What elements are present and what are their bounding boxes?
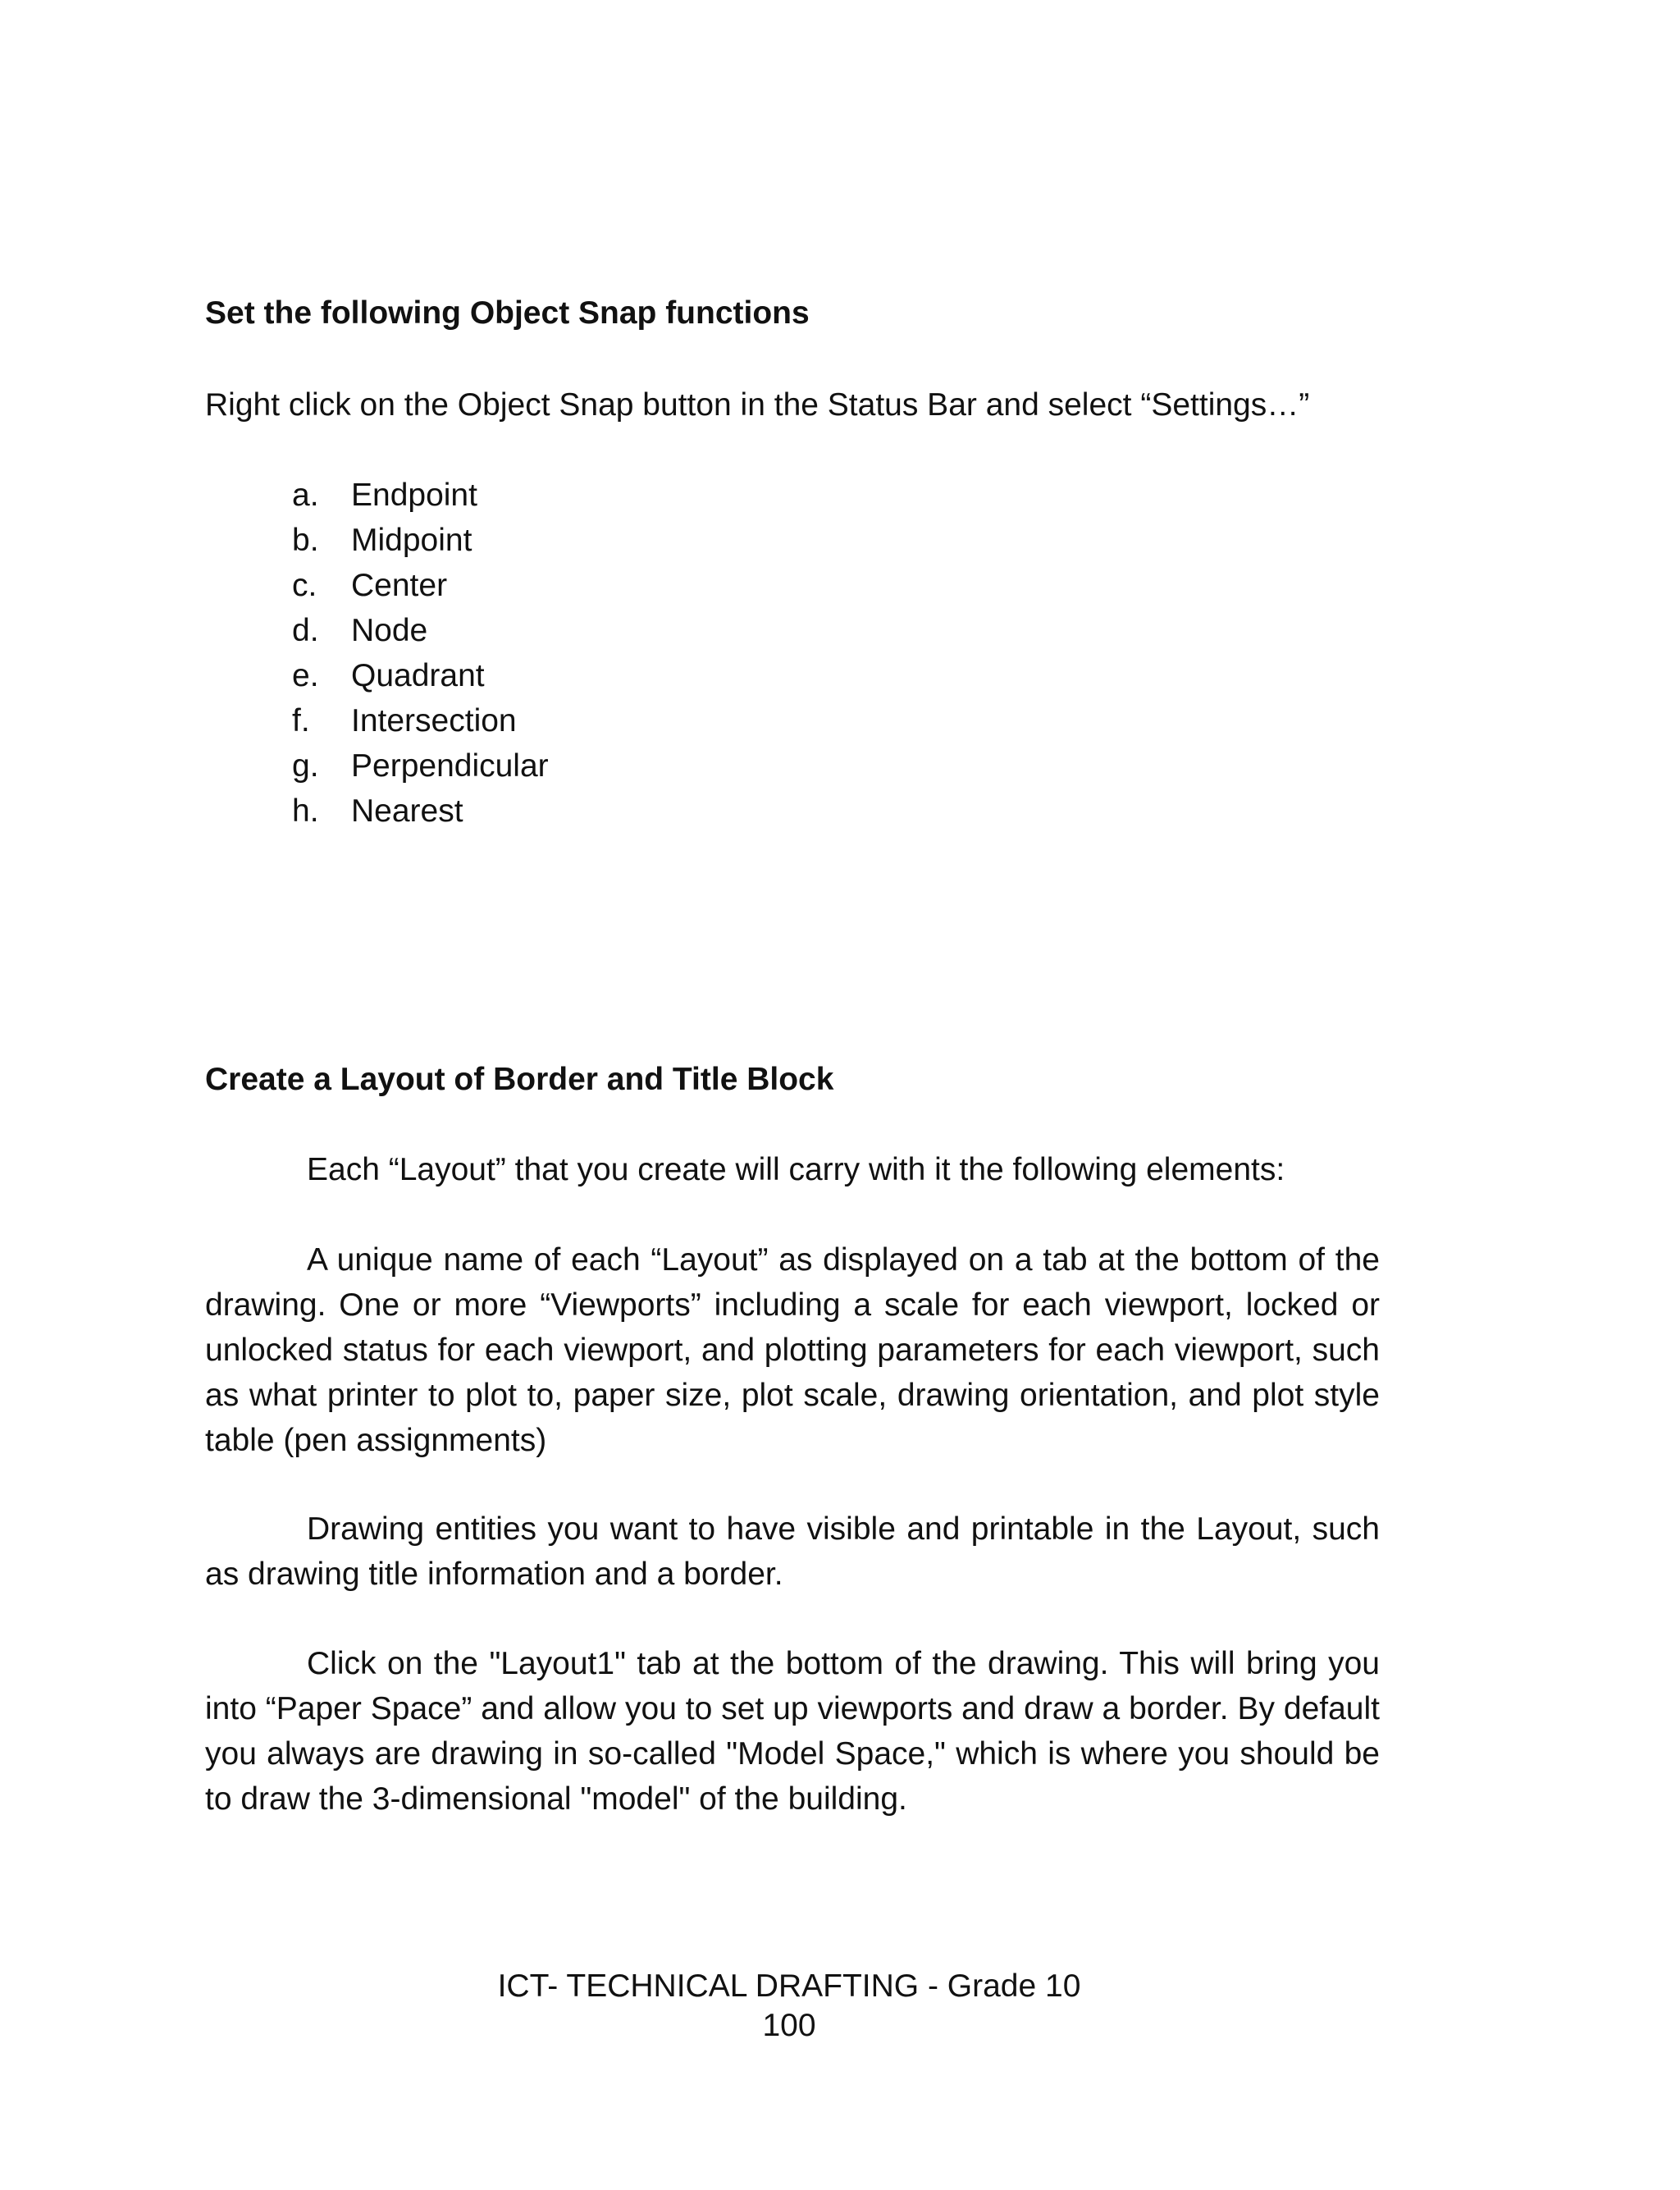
list-item-text: Center (351, 568, 448, 603)
list-item (292, 789, 549, 834)
list-item (292, 518, 549, 563)
list-item-text: Node (351, 613, 428, 648)
list-item (292, 743, 549, 789)
drawing-entities-paragraph: Drawing entities you want to have visible and printable in the Layout, such as drawing title information and a border. (205, 1511, 1380, 1592)
section-heading-object-snap: Set the following Object Snap functions (205, 295, 810, 331)
list-item (292, 473, 549, 518)
list-item-text: Quadrant (351, 658, 485, 693)
list-item-text: Midpoint (351, 523, 472, 558)
list-item (292, 608, 549, 653)
layout-name-viewports-paragraph: A unique name of each “Layout” as displayed on a tab at the bottom of the drawing. One or more “Viewports” including a scale for each viewport, locked or unlocked status for each viewport, and plotting parameters for each viewport, such as what printer to plot to, paper size, plot scale, drawing orientation, and plot style table (pen assignments) (205, 1242, 1380, 1458)
list-item (292, 698, 549, 743)
list-item-text: Intersection (351, 703, 517, 738)
list-item-letter: e. (292, 658, 319, 693)
footer-page-number: 100 (762, 2008, 816, 2043)
list-item-text: Endpoint (351, 478, 477, 513)
list-item-letter: c. (292, 568, 317, 603)
object-snap-list (292, 473, 549, 834)
list-item-letter: d. (292, 613, 319, 648)
list-item-letter: a. (292, 478, 319, 513)
list-item-letter: h. (292, 793, 319, 829)
list-item-letter: f. (292, 703, 310, 738)
object-snap-instruction: Right click on the Object Snap button in the Status Bar and select “Settings…” (205, 387, 1310, 423)
list-item-letter: g. (292, 748, 319, 784)
layout-elements-intro: Each “Layout” that you create will carry with it the following elements: (307, 1152, 1285, 1187)
footer-course-title: ICT- TECHNICAL DRAFTING - Grade 10 (497, 1968, 1081, 2004)
list-item-text: Perpendicular (351, 748, 549, 784)
section-heading-layout: Create a Layout of Border and Title Block (205, 1062, 834, 1097)
layout1-tab-paragraph: Click on the "Layout1" tab at the bottom of the drawing. This will bring you into “Paper Space” and allow you to set up viewports and draw a border. By default you always are drawing in so-called "Model Space," which is where you should be to draw the 3-dimensional "model" of the building. (205, 1646, 1380, 1817)
list-item (292, 653, 549, 698)
list-item-text: Nearest (351, 793, 463, 829)
list-item (292, 563, 549, 608)
list-item-letter: b. (292, 523, 319, 558)
